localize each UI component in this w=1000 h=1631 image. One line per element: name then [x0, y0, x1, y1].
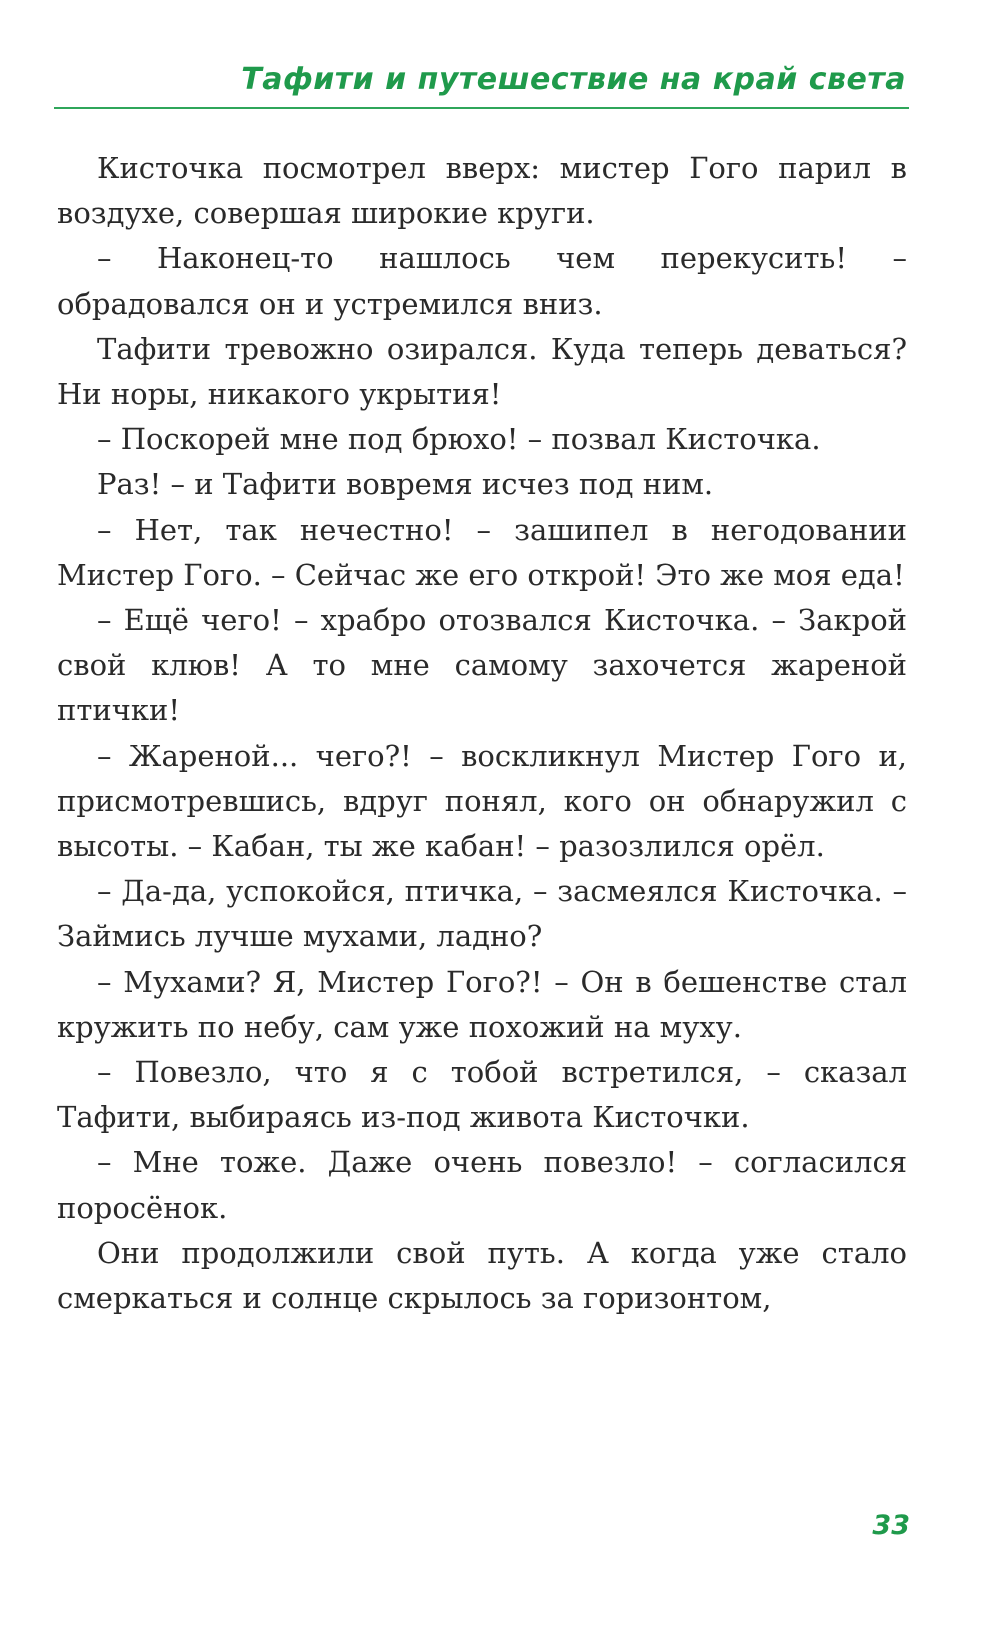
paragraph: – Повезло, что я с тобой встретился, – сказал Тафити, выбираясь из-под живота Кисточки. [57, 1055, 907, 1135]
paragraph: – Мухами? Я, Мистер Гого?! – Он в бешенстве стал кружить по небу, сам уже похожий на муху. [57, 964, 907, 1044]
paragraph: – Мне тоже. Даже очень повезло! – согласился поросёнок. [57, 1145, 907, 1225]
page-number: 33 [872, 1510, 910, 1541]
paragraph: – Нет, так нечестно! – зашипел в негодовании Мистер Гого. – Сейчас же его открой! Это же моя еда! [57, 512, 907, 592]
paragraph: Кисточка посмотрел вверх: мистер Гого парил в воздухе, совершая широкие круги. [57, 151, 907, 231]
paragraph: – Наконец-то нашлось чем перекусить! – обрадовался он и устремился вниз. [57, 241, 907, 321]
paragraph: – Жареной... чего?! – воскликнул Мистер Гого и, присмотревшись, вдруг понял, кого он обнаружил с высоты. – Кабан, ты же кабан! – разозлился орёл. [57, 738, 907, 864]
paragraph: Тафити тревожно озирался. Куда теперь деваться? Ни норы, никакого укрытия! [57, 331, 907, 412]
paragraph: – Да-да, успокойся, птичка, – засмеялся Кисточка. – Займись лучше мухами, ладно? [57, 874, 907, 954]
body-text [57, 146, 907, 1321]
paragraph: – Ещё чего! – храбро отозвался Кисточка. – Закрой свой клюв! А то мне самому захочется жареной птички! [57, 603, 907, 728]
paragraph: Они продолжили свой путь. А когда уже стало смеркаться и солнце скрылось за горизонтом, [57, 1235, 907, 1316]
paragraph: Раз! – и Тафити вовремя исчез под ним. [97, 467, 714, 502]
running-header-title: Тафити и путешествие на край света [241, 62, 906, 97]
header-divider [54, 107, 909, 109]
paragraph: – Поскорей мне под брюхо! – позвал Кисточка. [97, 422, 821, 457]
